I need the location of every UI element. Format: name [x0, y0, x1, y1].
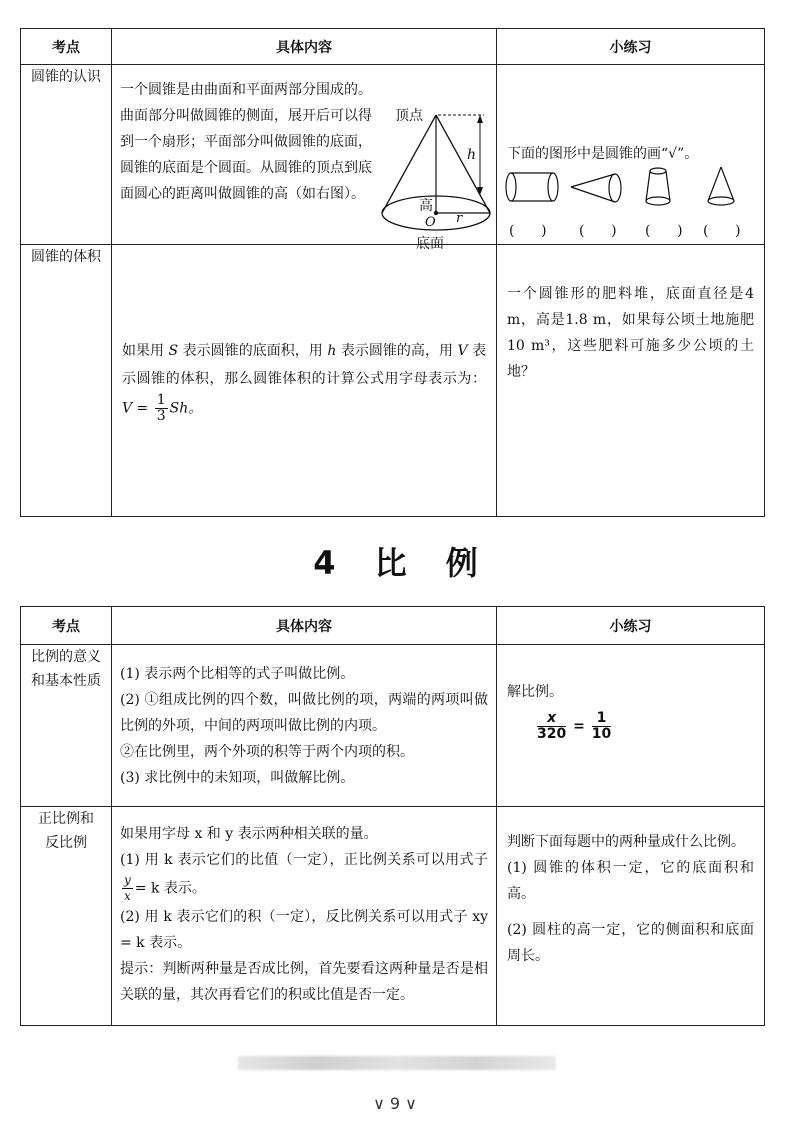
topic-direct-inverse — [21, 807, 112, 1026]
meaning-line-2: (2) ①组成比例的四个数，叫做比例的项，两端的两项叫做比例的外项，中间的两项叫做比例的内项。 — [120, 692, 488, 734]
di-line-2 — [120, 847, 488, 904]
eq-left-den: 320 — [537, 726, 567, 742]
header-topic: 考点 — [21, 29, 112, 65]
cone-recognition-content — [112, 65, 497, 252]
eq-left-fraction — [537, 711, 566, 742]
cone-volume-text — [112, 337, 496, 424]
cone-volume-practice — [497, 245, 765, 517]
base-label: 底面 — [416, 236, 444, 252]
di-practice-q2: (2) 圆柱的高一定，它的侧面积和底面周长。 — [507, 922, 754, 964]
section-title-char-2: 例 — [445, 544, 480, 582]
di-line-1: 如果用字母 x 和 y 表示两种相关联的量。 — [120, 826, 378, 842]
var-h: h — [327, 343, 337, 359]
answer-slot-3[interactable]: ( ) — [645, 223, 683, 239]
proportion-meaning-text — [112, 645, 496, 791]
topic-line-1: 比例的意义 — [31, 649, 101, 665]
shapes-row — [503, 161, 753, 217]
cone-table — [20, 28, 765, 517]
center-label: O — [425, 215, 436, 230]
formula-denominator: 3 — [156, 408, 166, 424]
radius-label: r — [456, 211, 463, 226]
answer-slot-1[interactable]: ( ) — [509, 223, 547, 239]
formula-numerator: 1 — [156, 392, 166, 408]
direct-inverse-content — [112, 807, 497, 1026]
page-number: ∨ 9 ∨ — [373, 1094, 417, 1113]
ratio-fraction — [122, 873, 133, 904]
cylinder-shape — [506, 173, 558, 201]
upright-cone-shape — [708, 167, 734, 205]
frustum-shape — [646, 168, 670, 205]
formula-fraction — [155, 393, 168, 424]
cone-diagram — [374, 95, 492, 235]
header-practice: 小练习 — [497, 29, 765, 65]
meaning-line-4: (3) 求比例中的未知项，叫做解比例。 — [120, 770, 355, 786]
proportion-table — [20, 606, 765, 1026]
answer-slot-4[interactable]: ( ) — [703, 223, 741, 239]
ratio-den: x — [124, 889, 131, 903]
cone-definition-text: 一个圆锥是由曲面和平面两部分围成的。曲面部分叫做圆锥的侧面，展开后可以得到一个扇形；平面部分叫做圆锥的底面，圆锥的底面是个圆面。从圆锥的顶点到底面圆心的距离叫做圆锥的高（如右图）。 — [120, 82, 372, 202]
cone-volume-content — [112, 245, 497, 517]
eq-right-num: 1 — [592, 711, 611, 727]
eq-right-den: 10 — [591, 726, 612, 742]
eq-sign: = — [573, 718, 585, 735]
header-practice-2: 小练习 — [497, 607, 765, 645]
proportion-equation — [535, 711, 613, 742]
lying-cone-shape — [571, 174, 621, 202]
ratio-num: y — [124, 873, 131, 887]
vol-text-1: 如果用 — [122, 343, 165, 359]
di-line-3: (2) 用 k 表示它们的积（一定），反比例关系可以用式子 xy = k 表示。 — [120, 909, 488, 951]
apex-label: 顶点 — [395, 108, 423, 124]
direct-inverse-practice-text — [497, 807, 764, 969]
topic-line-1: 正比例和 — [38, 811, 94, 827]
var-V: V — [457, 343, 468, 359]
di-line-4: 提示：判断两种量是否成比例，首先要看这两种量是否是相关联的量，其次再看它们的积或比值是否一定。 — [120, 961, 488, 1003]
solve-proportion-title: 解比例。 — [507, 684, 563, 700]
section-number: 4 — [313, 544, 338, 582]
var-S: S — [168, 343, 179, 359]
topic-line-2: 和基本性质 — [31, 673, 101, 689]
direct-inverse-practice — [497, 807, 765, 1026]
height-label: 高 — [419, 198, 433, 214]
topic-proportion-meaning — [21, 645, 112, 807]
header-content-2: 具体内容 — [112, 607, 497, 645]
section-title — [0, 538, 793, 584]
height-arrow-up — [477, 115, 483, 123]
blurred-watermark — [238, 1056, 556, 1070]
meaning-line-3: ②在比例里，两个外项的积等于两个内项的积。 — [120, 744, 414, 760]
section-title-char-1: 比 — [374, 544, 409, 582]
vol-text-4: 表示圆锥的体积，那么圆锥体积的计算公式用字母表示为： — [122, 343, 487, 387]
vol-text-2: 表示圆锥的底面积，用 — [182, 343, 323, 359]
answer-slot-2[interactable]: ( ) — [579, 223, 617, 239]
direct-inverse-text — [112, 807, 496, 1025]
solve-proportion-practice — [497, 645, 765, 807]
topic-cone-volume: 圆锥的体积 — [21, 245, 112, 517]
proportion-meaning-content — [112, 645, 497, 807]
fertilizer-problem-text: 一个圆锥形的肥料堆，底面直径是4 m，高是1.8 m，如果每公顷土地施肥10 m³，这些肥料可施多少公顷的土地？ — [507, 286, 754, 380]
topic-cone-recognition: 圆锥的认识 — [21, 65, 112, 245]
meaning-line-1: (1) 表示两个比相等的式子叫做比例。 — [120, 666, 355, 682]
cone-practice-text: 下面的图形中是圆锥的画“√”。 — [507, 146, 699, 162]
formula-lhs: V = — [122, 400, 149, 417]
vol-text-3: 表示圆锥的高，用 — [340, 343, 453, 359]
header-topic-2: 考点 — [21, 607, 112, 645]
header-content: 具体内容 — [112, 29, 497, 65]
h-label: h — [467, 147, 477, 163]
di-line-2b: = k 表示。 — [134, 880, 206, 897]
di-practice-intro: 判断下面每题中的两种量成什么比例。 — [507, 834, 745, 850]
eq-left-num: x — [537, 711, 566, 727]
di-practice-q1: (1) 圆锥的体积一定，它的底面积和高。 — [507, 860, 754, 902]
di-line-2a: (1) 用 k 表示它们的比值（一定），正比例关系可以用式子 — [120, 852, 488, 868]
formula-rhs: Sh。 — [169, 400, 203, 417]
eq-right-fraction — [592, 711, 611, 742]
topic-line-2: 反比例 — [45, 835, 87, 851]
cone-recognition-practice — [497, 65, 765, 245]
